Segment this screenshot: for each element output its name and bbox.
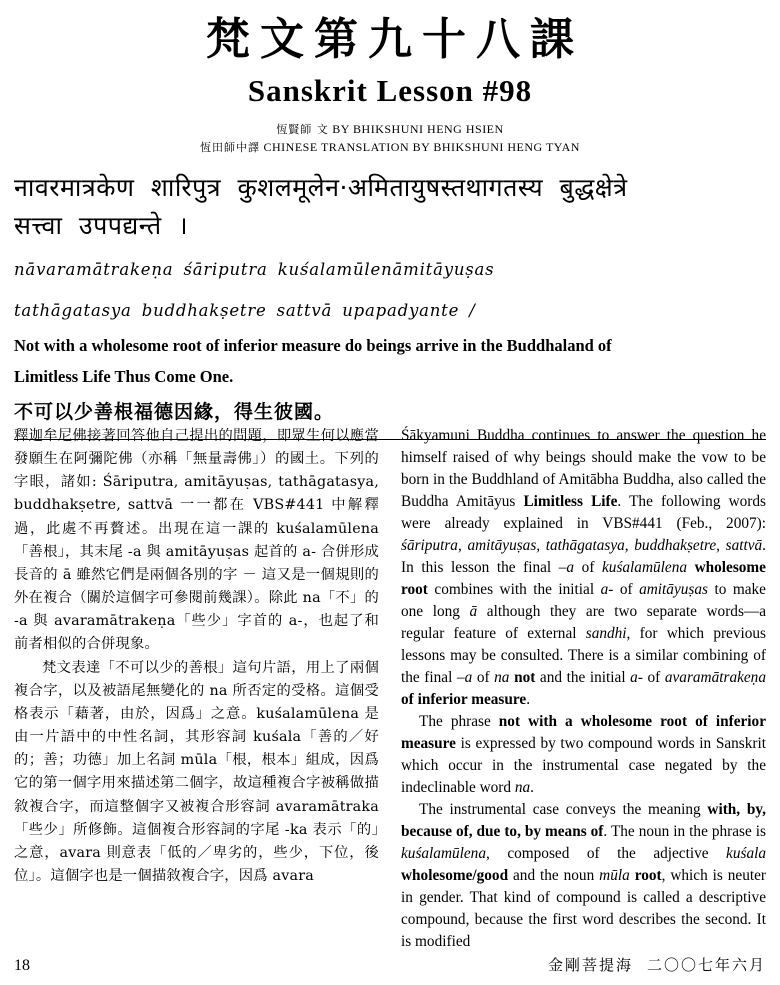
footer-journal-info xyxy=(548,954,766,975)
paragraph-en-1: Śākyamuni Buddha continues to answer the question he himself raised of why beings should make the vow to be born in the Buddhland of Amitābha Buddha, also called the Buddha Amitāyus Limitless Life. The following words were already explained in VBS#441 (Feb., 2007): śāriputra, amitāyuṣas, tathāgatasya, buddhakṣetre, sattvā. In this lesson the final –a of kuśalamūlena wholesome root combines with the initial a- of amitāyuṣas to make one long ā although they are two separate words—a regular feature of external sandhi, for which previous lessons may be consulted. There is a similar combining of the final –a of na not and the initial a- of avaramātrakeṇa of inferior measure. xyxy=(401,427,766,709)
page-number: 18 xyxy=(14,957,30,974)
sutra-block xyxy=(14,169,766,425)
sutra-english-line-1: Not with a wholesome root of inferior measure do beings arrive in the Buddhaland of xyxy=(14,335,612,355)
sutra-transliteration-line-1: nāvaramātrakeṇa śāriputra kuśalamūlenāmitāyuṣas xyxy=(14,260,495,279)
byline-author-cjk: 恆賢師 文 xyxy=(276,123,329,136)
sutra-english-line-2: Limitless Life Thus Come One. xyxy=(14,367,234,387)
paragraph-cjk-1: 釋迦牟尼佛接著回答他自己提出的問題，即眾生何以應當發願生在阿彌陀佛（亦稱「無量壽佛」）的國土。下列的字眼，諸如: Śāriputra, amitāyuṣas, tathāgatasya, buddhakṣetre, sattvā 一一都在 VBS#441 中解釋過，此處不再贅述。出現在這一課的 kuśalamūlena 「善根」，其末尾 -a 與 amitāyuṣas 起首的 a- 合併形成長音的 ā 雖然它們是兩個各別的字 － 這又是一個規則的 外在複合（關於這個字可參閱前幾課）。除此 na「不」的 -a 與 avaramātrakeṇa「些少」字首的 a-，也起了和前者相似的合併現象。 xyxy=(14,428,379,653)
page-title-latin: Sanskrit Lesson #98 xyxy=(247,73,533,108)
byline-translator-cjk: 恆田師中譯 xyxy=(200,141,261,154)
sutra-devanagari-line-1: नावरमात्रकेण शारिपुत्र कुशलमूलेन·अमितायुषस्तथागतस्य बुद्धक्षेत्रे xyxy=(14,173,628,202)
page-footer xyxy=(0,951,780,975)
byline-translator-latin: CHINESE TRANSLATION BY BHIKSHUNI HENG TYAN xyxy=(263,140,580,154)
byline-author-latin: BY BHIKSHUNI HENG HSIEN xyxy=(332,122,504,136)
sutra-transliteration-line-2: tathāgatasya buddhakṣetre sattvā upapadyante / xyxy=(14,300,476,320)
body-columns xyxy=(14,425,766,951)
byline-author xyxy=(0,121,780,137)
paragraph-en-2: The phrase not with a wholesome root of inferior measure is expressed by two compound words in Sanskrit which occur in the instrumental case negated by the indeclinable word na. xyxy=(401,713,766,797)
sutra-chinese-translation: 不可以少善根福德因緣，得生彼國。 xyxy=(14,400,335,423)
page-title-cjk: 梵文第九十八課 xyxy=(206,14,584,65)
page-header xyxy=(0,0,780,155)
column-english xyxy=(401,425,766,951)
byline-translator xyxy=(0,139,780,155)
sutra-devanagari-line-2: सत्त्वा उपपद्यन्ते । xyxy=(14,210,189,240)
paragraph-en-3: The instrumental case conveys the meaning with, by, because of, due to, by means of. The noun in the phrase is kuśalamūlena, composed of the adjective kuśala wholesome/good and the noun mūla root, which is neuter in gender. That kind of compound is called a descriptive compound, because the first word describes the second. It is modified xyxy=(401,801,766,951)
column-chinese xyxy=(14,425,379,945)
footer-journal-name: 金剛菩提海 xyxy=(547,956,633,974)
footer-date: 二〇〇七年六月 xyxy=(646,956,766,974)
paragraph-cjk-2: 梵文表達「不可以少的善根」這句片語，用上了兩個複合字，以及被語尾無變化的 na 所否定的受格。這個受格表示「藉著，由於，因爲」之意。kuśalamūlena 是由一片語中的中性名詞，其形容詞 kuśala「善的／好的；善；功德」加上名詞 mūla「根，根本」組成，因爲它的第一個字用來描述第二個字，故這種複合字被稱做描敘複合字，而這整個字又被複合形容詞 avaramātraka「些少」所修飾。這個複合形容詞的字尾 -ka 表示「的」之意，avara 則意表「低的／卑劣的，些少，下位，後位」。這個字也是一個描敘複合字，因爲 avara xyxy=(14,659,379,884)
